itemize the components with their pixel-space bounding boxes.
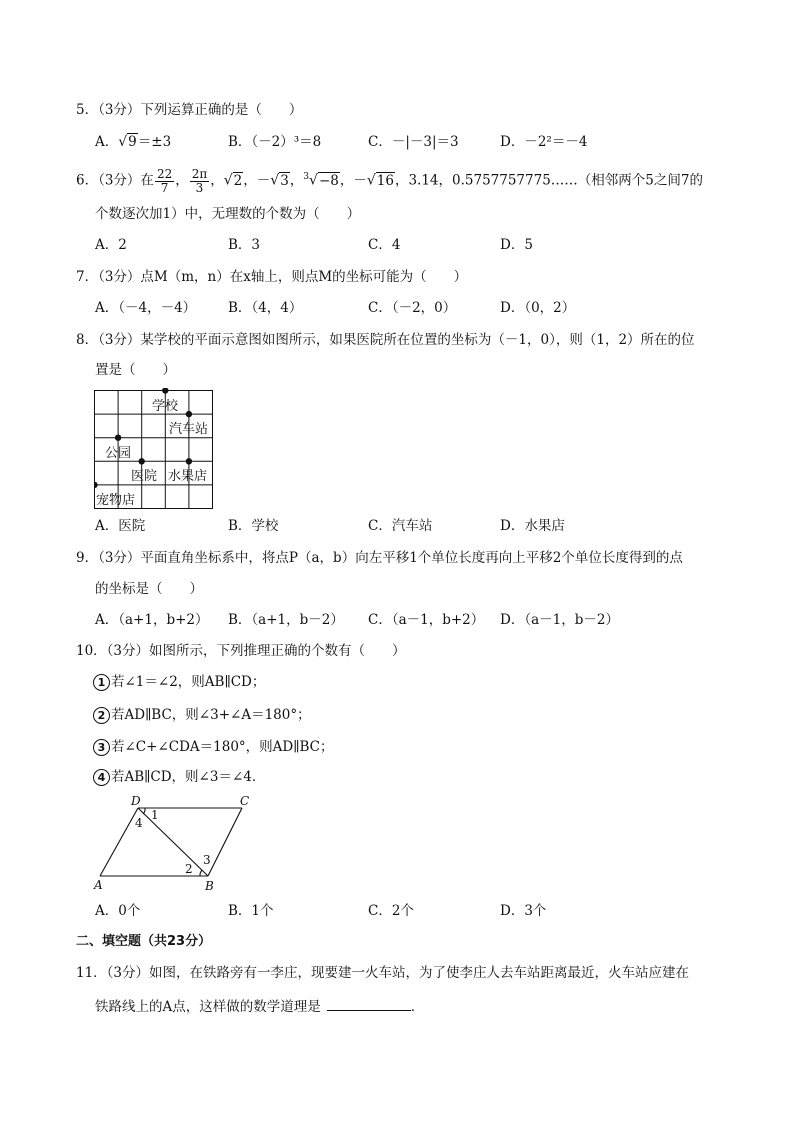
q8-option-c: C．汽车站 <box>368 518 433 534</box>
q6-option-c: C．4 <box>368 237 401 253</box>
q9-line2: 的坐标是（ ） <box>95 581 203 597</box>
angle-1-label: 1 <box>151 808 159 822</box>
q5-option-c: C．－|－3|＝3 <box>368 134 459 150</box>
q5-stem: 5．（3分）下列运算正确的是（ ） <box>76 102 303 118</box>
q7-stem: 7．（3分）点M（m，n）在x轴上，则点M的坐标可能为（ ） <box>76 269 468 285</box>
q6-option-b: B．3 <box>228 237 261 253</box>
vertex-d: D <box>131 794 141 808</box>
q5-option-b: B．（－2）³＝8 <box>228 134 322 150</box>
q8-line2: 置是（ ） <box>95 362 176 378</box>
angle-3-label: 3 <box>203 853 211 867</box>
q7-option-d: D．（0，2） <box>500 300 576 316</box>
q8-option-d: D．水果店 <box>500 518 565 534</box>
q6-line2: 个数逐次加1）中，无理数的个数为（ ） <box>95 206 361 222</box>
park-dot <box>115 435 121 441</box>
bus-station-dot <box>186 411 192 417</box>
q11-line1: 11．（3分）如图，在铁路旁有一李庄，现要建一火车站，为了使李庄人去车站距离最近，火车站应建在 <box>76 965 690 981</box>
q8-option-b: B．学校 <box>228 518 279 534</box>
label-bus-station: 汽车站 <box>169 422 209 437</box>
angle-4-label: 4 <box>135 816 143 830</box>
q7-option-b: B．（4，4） <box>228 300 303 316</box>
q8-line1: 8．（3分）某学校的平面示意图如图所示，如果医院所在位置的坐标为（－1，0），则（1，2）所在的位 <box>76 332 695 348</box>
q9-option-a: A．（a+1，b+2） <box>95 612 209 628</box>
circled-number-2: 2 <box>93 707 110 724</box>
vertex-c: C <box>240 794 250 808</box>
q9-option-c: C．（a－1，b+2） <box>368 612 485 628</box>
q10-option-b: B．1个 <box>228 903 274 919</box>
angle-2-label: 2 <box>185 862 193 876</box>
circled-number-3: 3 <box>93 739 110 756</box>
q10-statement-3: 3 若∠C+∠CDA＝180°，则AD∥BC； <box>93 738 334 756</box>
fraction-2pi-3: $\frac{2\pi}{3}$ <box>191 166 208 195</box>
q8-option-a: A．医院 <box>95 518 146 534</box>
label-hospital: 医院 <box>131 469 158 484</box>
label-fruit-store: 水果店 <box>168 469 208 484</box>
hospital-dot <box>139 458 145 464</box>
q6-option-d: D．5 <box>500 237 533 253</box>
q9-option-d: D．（a－1，b－2） <box>500 612 619 628</box>
q10-statement-4: 4 若AB∥CD，则∠3＝∠4． <box>93 768 265 786</box>
q5-option-d: D．－2²＝－4 <box>500 134 588 150</box>
label-school: 学校 <box>152 399 179 414</box>
pet-store-dot <box>94 482 98 488</box>
fraction-22-7: $\frac{22}{7}$ <box>156 166 173 195</box>
q7-option-c: C．（－2，0） <box>368 300 457 316</box>
q10-statement-2: 2 若AD∥BC，则∠3+∠A＝180°； <box>93 706 311 724</box>
q10-option-a: A．0个 <box>95 903 141 919</box>
q10-statement-1: 1 若∠1＝∠2，则AB∥CD； <box>93 673 265 691</box>
q7-option-a: A．（－4，－4） <box>95 300 197 316</box>
label-park: 公园 <box>105 446 132 461</box>
q10-option-d: D．3个 <box>500 903 547 919</box>
q9-line1: 9．（3分）平面直角坐标系中，将点P（a，b）向左平移1个单位长度再向上平移2个单位长度得到的点 <box>76 550 683 566</box>
q5-option-a: A．√9＝±3 <box>95 134 172 150</box>
circled-number-1: 1 <box>93 674 110 691</box>
parallelogram-figure <box>90 792 260 892</box>
vertex-b: B <box>205 879 214 892</box>
answer-blank[interactable] <box>327 998 411 1011</box>
q10-stem: 10．（3分）如图所示，下列推理正确的个数有（ ） <box>76 643 406 659</box>
section-heading-fill-in: 二、填空题（共23分） <box>76 934 212 949</box>
q9-option-b: B．（a+1，b－2） <box>228 612 344 628</box>
label-pet-store: 宠物店 <box>96 493 136 508</box>
q10-option-c: C．2个 <box>368 903 414 919</box>
vertex-a: A <box>94 878 103 892</box>
circled-number-4: 4 <box>93 769 110 786</box>
fruit-store-dot <box>186 458 192 464</box>
q6-line1: 6．（3分）在 $\frac{22}{7}$ ， $\frac{2\pi}{3}$ ，√2，－√3，$^3$√−8，－√16，3.14，0.5757757775……（相邻两个5之间7的 <box>76 166 703 195</box>
q6-option-a: A．2 <box>95 237 127 253</box>
school-dot <box>162 388 168 394</box>
q11-line2: 铁路线上的A点，这样做的数学道理是 ． <box>95 999 425 1015</box>
school-map-grid <box>94 388 216 510</box>
